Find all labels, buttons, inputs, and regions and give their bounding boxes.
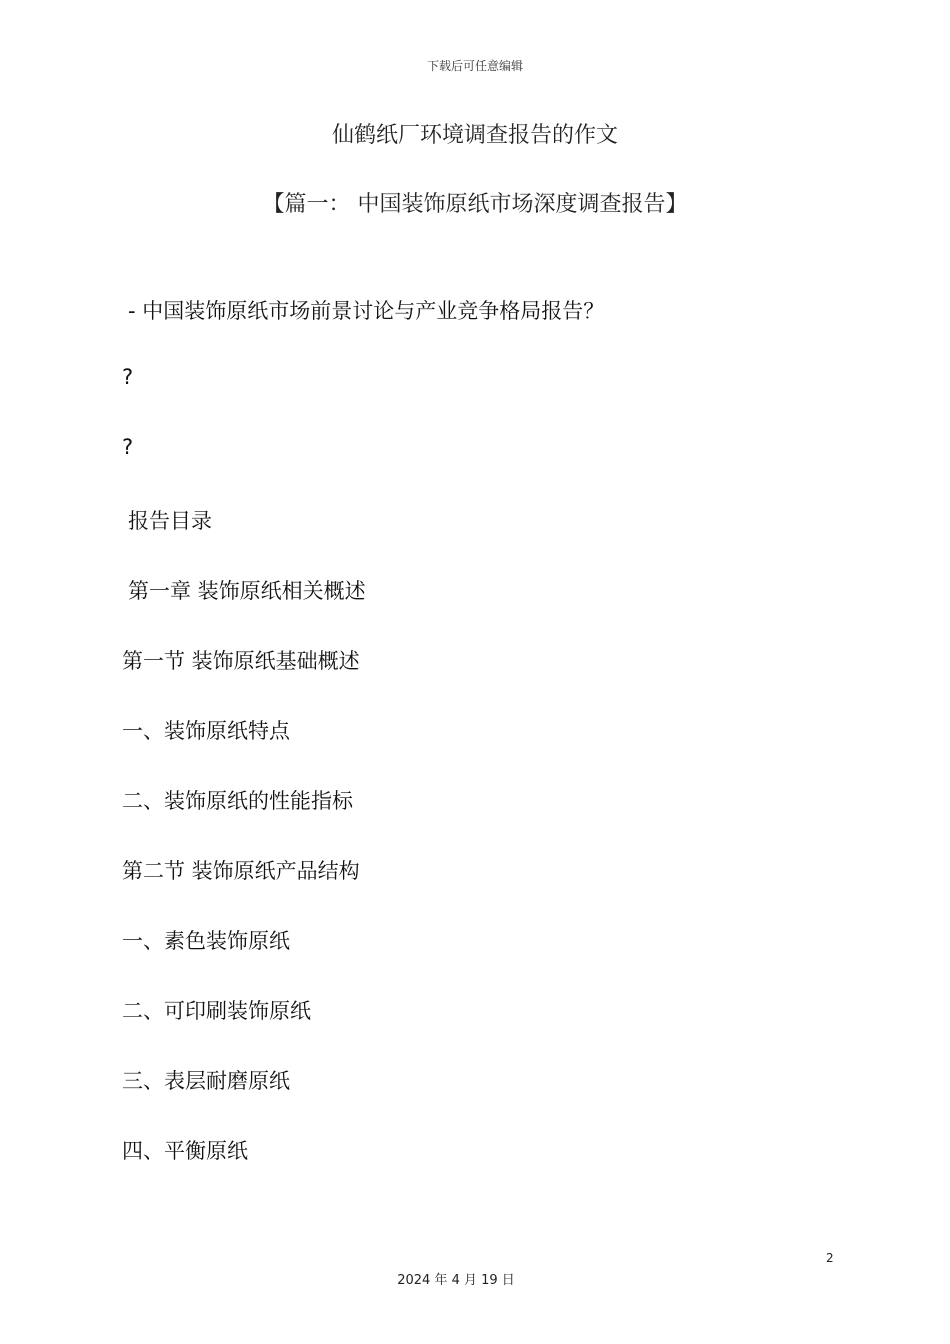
toc-heading: 报告目录	[128, 509, 212, 533]
footer-date: 2024 年 4 月 19 日	[397, 1273, 515, 1288]
toc-section: 第一节 装饰原纸基础概述	[122, 649, 360, 673]
toc-section: 第二节 装饰原纸产品结构	[122, 859, 360, 883]
report-heading-line: - 中国装饰原纸市场前景讨论与产业竞争格局报告？	[128, 299, 605, 323]
document-subtitle: 【篇一： 中国装饰原纸市场深度调查报告】	[262, 192, 688, 217]
placeholder-mark: ?	[122, 365, 134, 389]
toc-chapter: 第一章 装饰原纸相关概述	[128, 579, 366, 603]
document-title: 仙鹤纸厂环境调查报告的作文	[331, 123, 618, 148]
page-number: 2	[826, 1251, 834, 1265]
toc-item: 四、平衡原纸	[122, 1139, 248, 1163]
toc-item: 二、可印刷装饰原纸	[122, 999, 311, 1023]
header-note: 下载后可任意编辑	[426, 59, 523, 73]
placeholder-mark: ?	[122, 435, 134, 459]
toc-item: 一、素色装饰原纸	[122, 929, 290, 953]
toc-item: 一、装饰原纸特点	[122, 719, 290, 743]
toc-item: 三、表层耐磨原纸	[122, 1069, 290, 1093]
toc-item: 二、装饰原纸的性能指标	[122, 789, 353, 813]
